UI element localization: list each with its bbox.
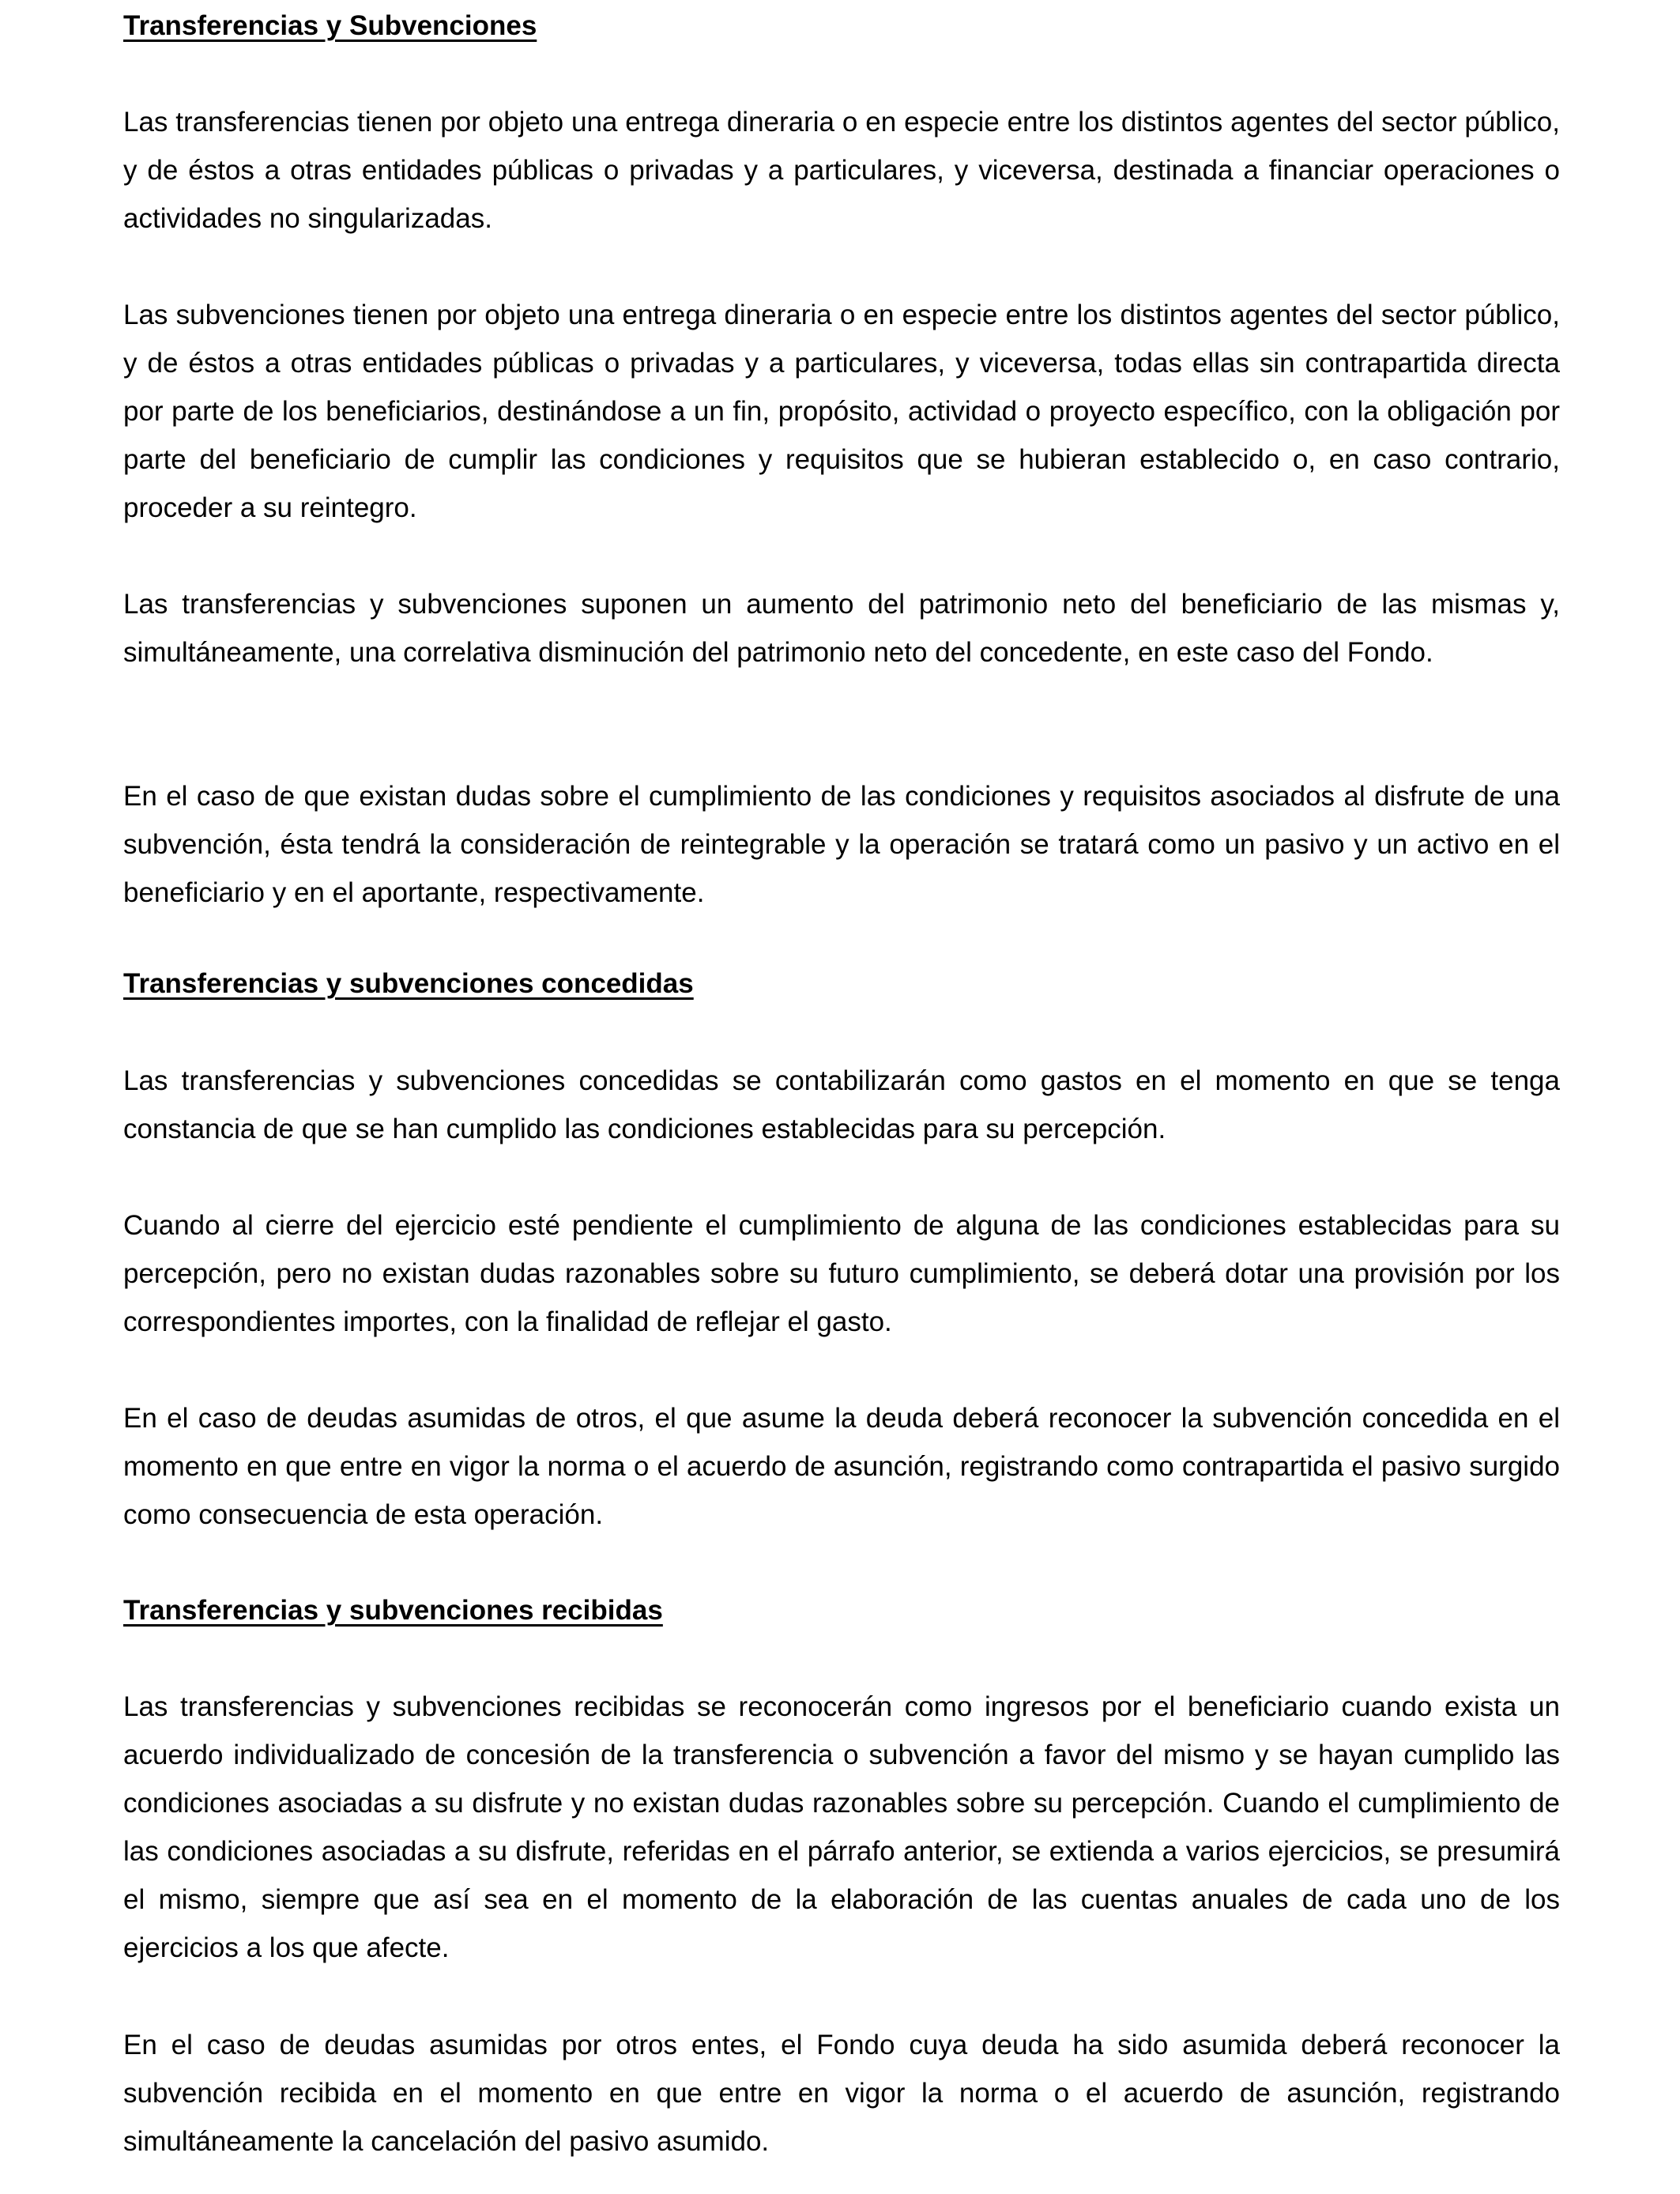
paragraph-subvenciones-definicion: Las subvenciones tienen por objeto una entrega dineraria o en especie entre los distintos agentes del sector público, y de éstos a otras entidades públicas o privadas y a particulares, y viceversa, todas ellas sin contrapartida directa por parte de los beneficiarios, destinándose a un fin, propósito, actividad o proyecto específico, con la obligación por parte del beneficiario de cumplir las condiciones y requisitos que se hubieran establecido o, en caso contrario, proceder a su reintegro. bbox=[123, 300, 1560, 523]
paragraph-recibidas-reconocimiento: Las transferencias y subvenciones recibidas se reconocerán como ingresos por el beneficiario cuando exista un acuerdo individualizado de concesión de la transferencia o subvención a favor del mismo y se hayan cumplido las condiciones asociadas a su disfrute y no existan dudas razonables sobre su percepción. Cuando el cumplimiento de las condiciones asociadas a su disfrute, referidas en el párrafo anterior, se extienda a varios ejercicios, se presumirá el mismo, siempre que así sea en el momento de la elaboración de las cuentas anuales de cada uno de los ejercicios a los que afecte. bbox=[123, 1691, 1560, 1963]
paragraph-deudas-asumidas-por-otros: En el caso de deudas asumidas por otros entes, el Fondo cuya deuda ha sido asumida deberá reconocer la subvención recibida en el momento en que entre en vigor la norma o el acuerdo de asunción, registrando simultáneamente la cancelación del pasivo asumido. bbox=[123, 2030, 1560, 2157]
paragraph-dudas-cumplimiento: En el caso de que existan dudas sobre el cumplimiento de las condiciones y requisitos asociados al disfrute de una subvención, ésta tendrá la consideración de reintegrable y la operación se tratará como un pasivo y un activo en el beneficiario y en el aportante, respectivamente. bbox=[123, 781, 1560, 908]
section-heading-recibidas: Transferencias y subvenciones recibidas bbox=[123, 1595, 663, 1626]
paragraph-cierre-ejercicio: Cuando al cierre del ejercicio esté pendiente el cumplimiento de alguna de las condiciones establecidas para su percepción, pero no existan dudas razonables sobre su futuro cumplimiento, se deberá dotar una provisión por los correspondientes importes, con la finalidad de reflejar el gasto. bbox=[123, 1210, 1560, 1337]
paragraph-deudas-asumidas-de-otros: En el caso de deudas asumidas de otros, el que asume la deuda deberá reconocer la subvención concedida en el momento en que entre en vigor la norma o el acuerdo de asunción, registrando como contrapartida el pasivo surgido como consecuencia de esta operación. bbox=[123, 1403, 1560, 1530]
paragraph-transferencias-definicion: Las transferencias tienen por objeto una entrega dineraria o en especie entre los distintos agentes del sector público, y de éstos a otras entidades públicas o privadas y a particulares, y viceversa, destinada a financiar operaciones o actividades no singularizadas. bbox=[123, 107, 1560, 234]
section-heading-transferencias-y-subvenciones: Transferencias y Subvenciones bbox=[123, 10, 537, 41]
section-heading-concedidas: Transferencias y subvenciones concedidas bbox=[123, 968, 694, 999]
paragraph-concedidas-contabilizacion: Las transferencias y subvenciones concedidas se contabilizarán como gastos en el momento en que se tenga constancia de que se han cumplido las condiciones establecidas para su percepción. bbox=[123, 1065, 1560, 1144]
paragraph-patrimonio-neto: Las transferencias y subvenciones suponen un aumento del patrimonio neto del beneficiario de las mismas y, simultáneamente, una correlativa disminución del patrimonio neto del concedente, en este caso del Fondo. bbox=[123, 589, 1560, 668]
